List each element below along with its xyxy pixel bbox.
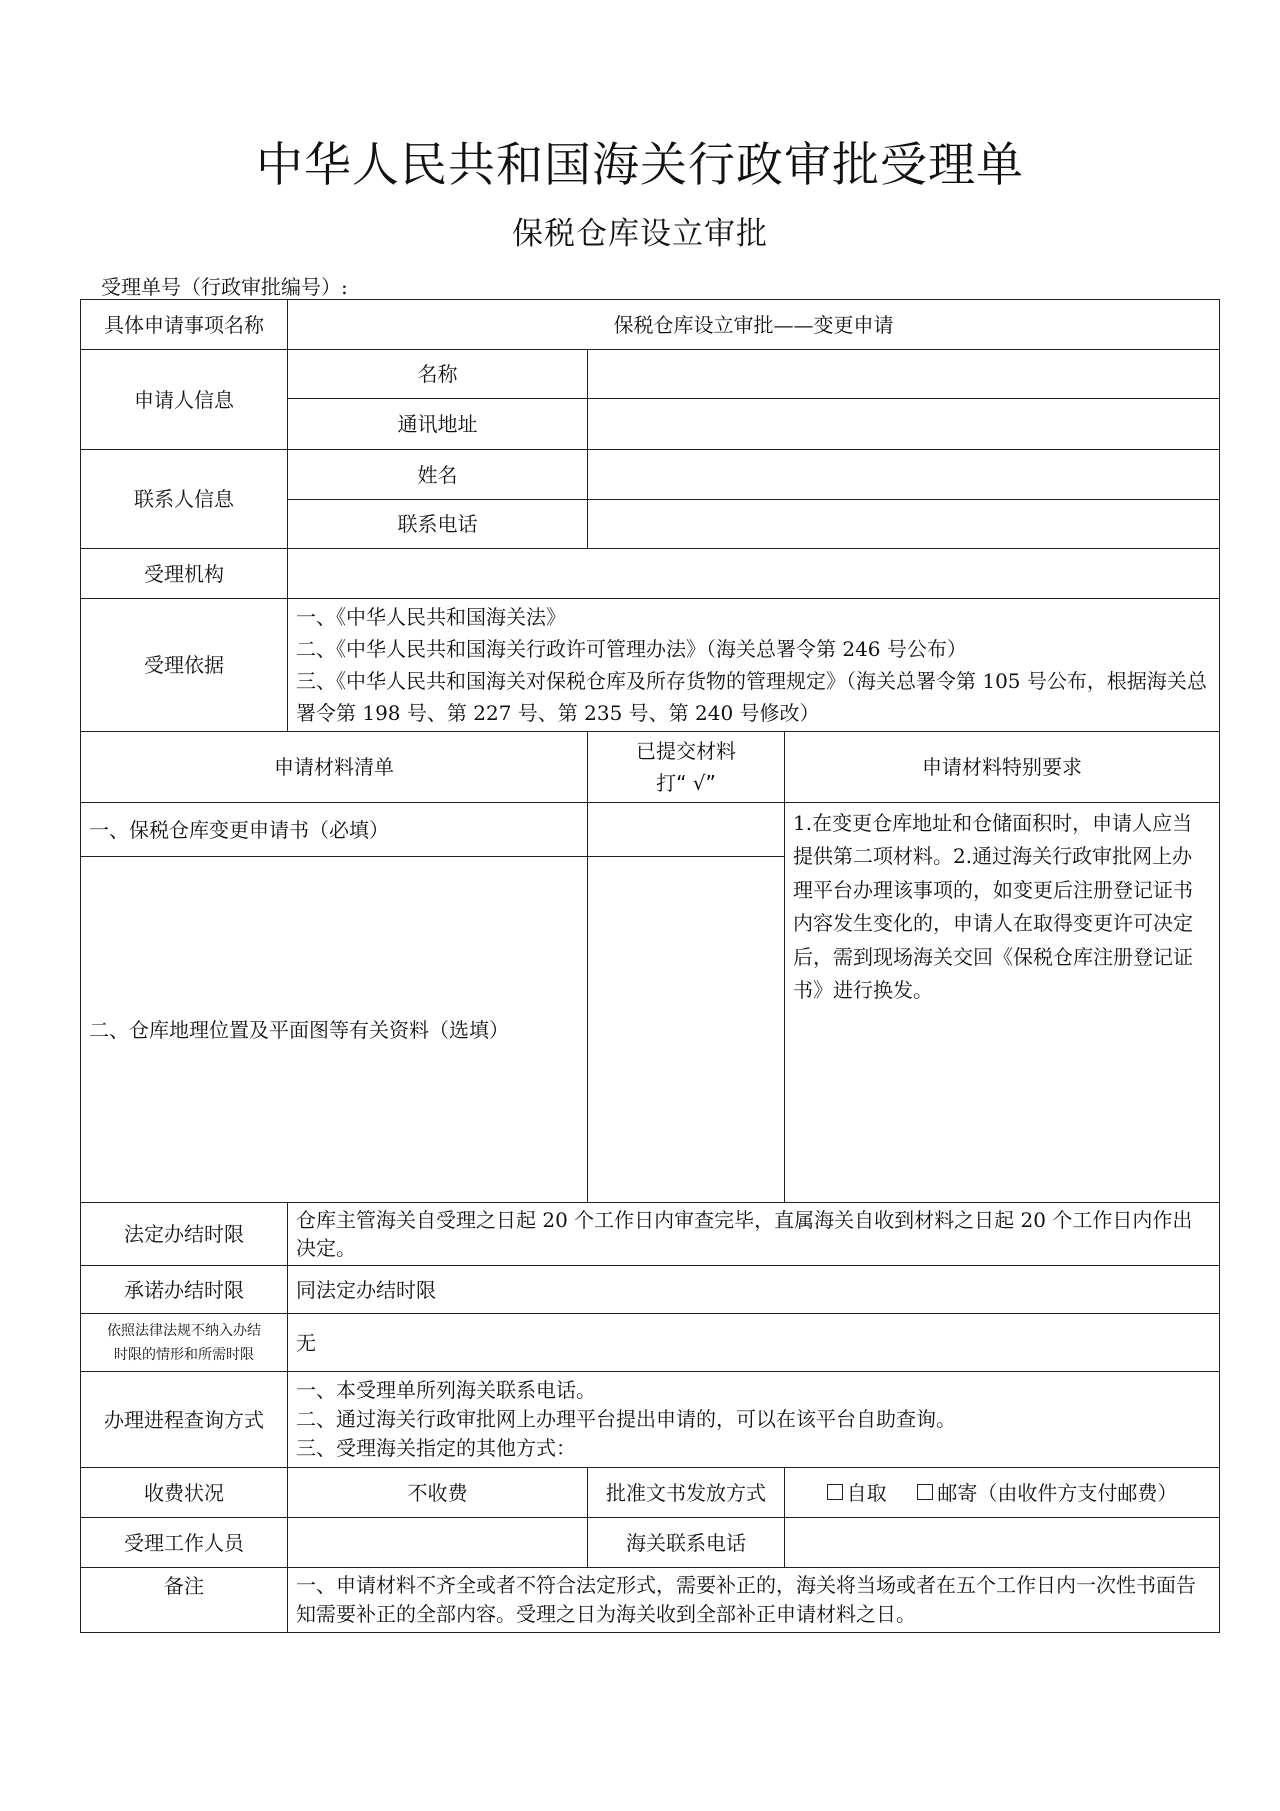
item-name-row bbox=[81, 300, 1220, 350]
delivery-label: 批准文书发放方式 bbox=[588, 1468, 785, 1518]
material-1-text: 一、保税仓库变更申请书（必填） bbox=[81, 803, 588, 857]
applicant-address-label: 通讯地址 bbox=[288, 399, 588, 450]
agency-row bbox=[81, 549, 1220, 599]
fee-label: 收费状况 bbox=[81, 1468, 288, 1518]
basis-line-2: 二、《中华人民共和国海关行政许可管理办法》（海关总署令第 246 号公布） bbox=[296, 637, 967, 661]
special-requirements-header: 申请材料特别要求 bbox=[785, 732, 1220, 803]
submitted-header bbox=[588, 732, 785, 803]
staff-label: 受理工作人员 bbox=[81, 1518, 288, 1568]
materials-header: 申请材料清单 bbox=[81, 732, 588, 803]
customs-phone-field[interactable] bbox=[785, 1518, 1220, 1568]
self-pickup-checkbox[interactable] bbox=[827, 1484, 843, 1500]
excluded-time-label bbox=[81, 1314, 288, 1372]
legal-deadline-value: 仓库主管海关自受理之日起 20 个工作日内审查完毕，直属海关自收到材料之日起 20 个工作日内作出决定。 bbox=[288, 1203, 1220, 1266]
staff-row bbox=[81, 1518, 1220, 1568]
basis-label: 受理依据 bbox=[81, 599, 288, 732]
legal-deadline-label: 法定办结时限 bbox=[81, 1203, 288, 1266]
basis-row bbox=[81, 599, 1220, 732]
remarks-value: 一、申请材料不齐全或者不符合法定形式，需要补正的，海关将当场或者在五个工作日内一次性书面告知需要补正的全部内容。受理之日为海关收到全部补正申请材料之日。 bbox=[288, 1568, 1220, 1633]
contact-name-label: 姓名 bbox=[288, 450, 588, 500]
basis-line-1: 一、《中华人民共和国海关法》 bbox=[296, 605, 566, 629]
special-requirements-text: 1.在变更仓库地址和仓储面积时，申请人应当提供第二项材料。2.通过海关行政审批网上办理平台办理该事项的，如变更后注册登记证书内容发生变化的，申请人在取得变更许可决定后，需到现场海关交回《保税仓库注册登记证书》进行换发。 bbox=[785, 803, 1220, 1203]
excluded-time-label-line-1: 依照法律法规不纳入办结 bbox=[107, 1322, 261, 1339]
contact-name-field[interactable] bbox=[588, 450, 1220, 500]
query-line-1: 一、本受理单所列海关联系电话。 bbox=[296, 1378, 596, 1402]
materials-header-row bbox=[81, 732, 1220, 803]
form-title: 中华人民共和国海关行政审批受理单 bbox=[256, 138, 1024, 193]
query-line-3: 三、受理海关指定的其他方式： bbox=[296, 1436, 576, 1460]
delivery-options bbox=[785, 1468, 1220, 1518]
self-pickup-label: 自取 bbox=[846, 1480, 887, 1505]
submitted-header-line-1: 已提交材料 bbox=[636, 739, 736, 763]
material-2-text: 二、仓库地理位置及平面图等有关资料（选填） bbox=[81, 857, 588, 1203]
agency-field[interactable] bbox=[288, 549, 1220, 599]
query-method-text bbox=[288, 1372, 1220, 1468]
material-row-1 bbox=[81, 803, 1220, 857]
remarks-label: 备注 bbox=[81, 1568, 288, 1633]
staff-field[interactable] bbox=[288, 1518, 588, 1568]
applicant-address-field[interactable] bbox=[588, 399, 1220, 450]
material-1-check-cell[interactable] bbox=[588, 803, 785, 857]
excluded-time-row bbox=[81, 1314, 1220, 1372]
query-method-label: 办理进程查询方式 bbox=[81, 1372, 288, 1468]
query-line-2: 二、通过海关行政审批网上办理平台提出申请的，可以在该平台自助查询。 bbox=[296, 1407, 956, 1431]
legal-deadline-row bbox=[81, 1203, 1220, 1266]
submitted-header-line-2: 打“ √” bbox=[656, 771, 716, 795]
contact-name-row bbox=[81, 450, 1220, 500]
applicant-info-label: 申请人信息 bbox=[81, 350, 288, 450]
remarks-row bbox=[81, 1568, 1220, 1633]
customs-phone-label: 海关联系电话 bbox=[588, 1518, 785, 1568]
item-name-label: 具体申请事项名称 bbox=[81, 300, 288, 350]
item-name-value: 保税仓库设立审批——变更申请 bbox=[288, 300, 1220, 350]
excluded-time-value: 无 bbox=[288, 1314, 1220, 1372]
fee-row bbox=[81, 1468, 1220, 1518]
basis-text bbox=[288, 599, 1220, 732]
applicant-name-label: 名称 bbox=[288, 350, 588, 399]
applicant-name-field[interactable] bbox=[588, 350, 1220, 399]
mail-label: 邮寄（由收件方支付邮费） bbox=[937, 1480, 1178, 1505]
contact-info-label: 联系人信息 bbox=[81, 450, 288, 549]
mail-checkbox[interactable] bbox=[917, 1484, 933, 1500]
applicant-name-row bbox=[81, 350, 1220, 399]
fee-value: 不收费 bbox=[288, 1468, 588, 1518]
agency-label: 受理机构 bbox=[81, 549, 288, 599]
promised-deadline-row bbox=[81, 1266, 1220, 1314]
receipt-number-label: 受理单号（行政审批编号）: bbox=[101, 275, 348, 299]
basis-line-3: 三、《中华人民共和国海关对保税仓库及所存货物的管理规定》（海关总署令第 105 号公布，根据海关总署令第 198 号、第 227 号、第 235 号、第 240 号修改） bbox=[296, 669, 1207, 725]
promised-deadline-value: 同法定办结时限 bbox=[288, 1266, 1220, 1314]
excluded-time-label-line-2: 时限的情形和所需时限 bbox=[114, 1346, 254, 1363]
contact-phone-label: 联系电话 bbox=[288, 500, 588, 549]
promised-deadline-label: 承诺办结时限 bbox=[81, 1266, 288, 1314]
form-subtitle: 保税仓库设立审批 bbox=[512, 216, 768, 252]
material-2-check-cell[interactable] bbox=[588, 857, 785, 1203]
query-method-row bbox=[81, 1372, 1220, 1468]
contact-phone-field[interactable] bbox=[588, 500, 1220, 549]
application-form-table bbox=[80, 299, 1220, 1633]
